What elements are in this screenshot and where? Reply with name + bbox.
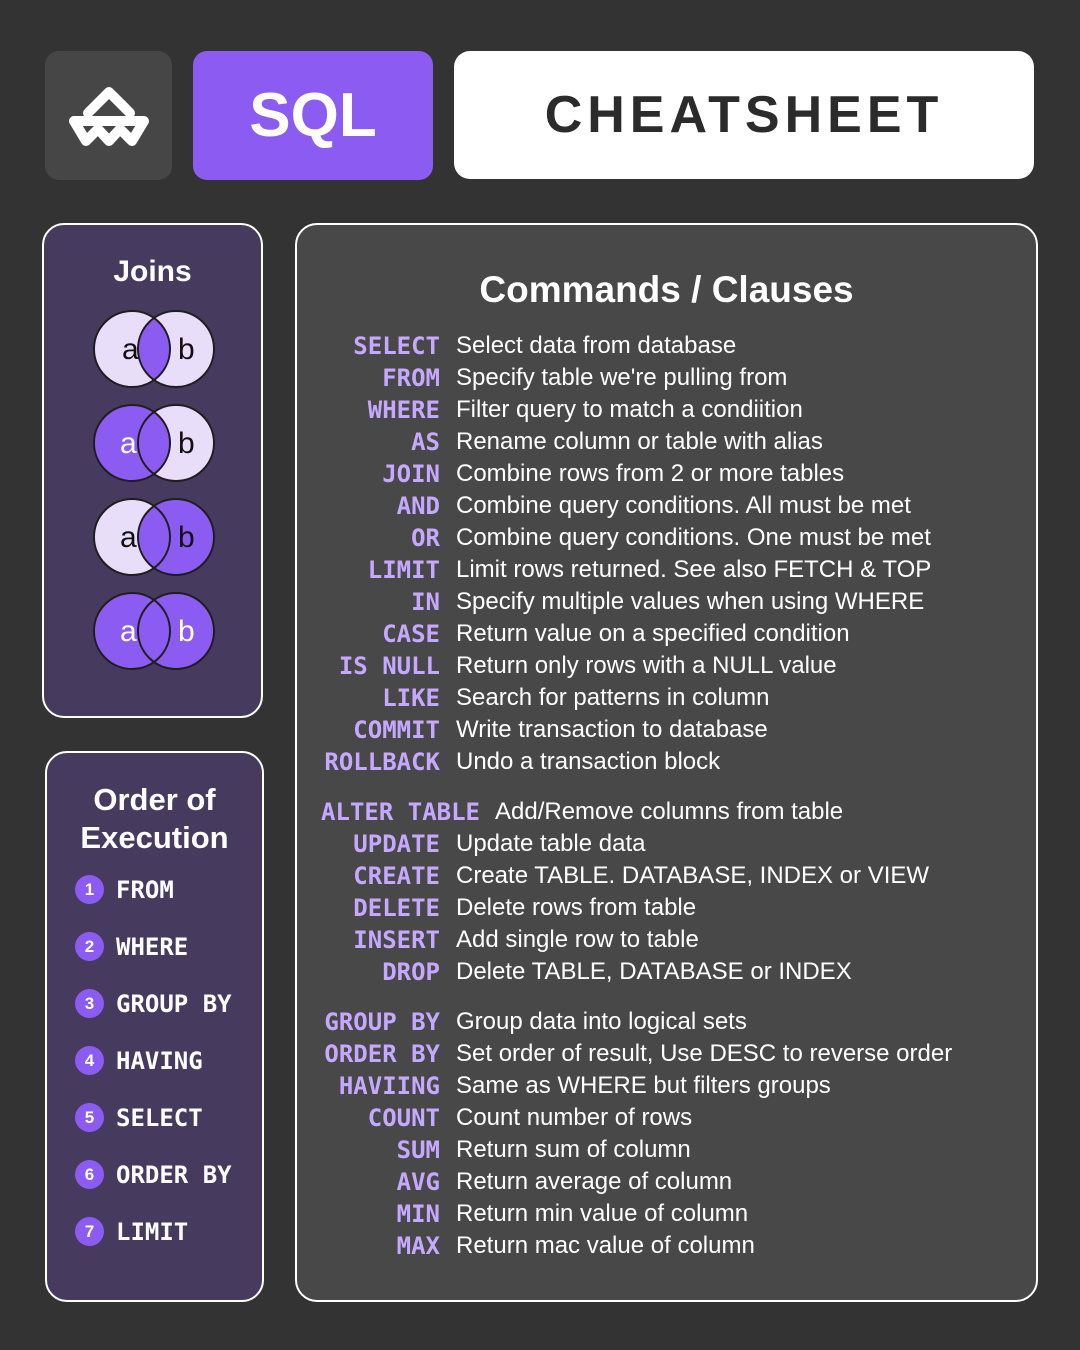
step-number-badge: 2 — [75, 932, 104, 961]
command-keyword: CREATE — [353, 862, 440, 890]
command-description: Add single row to table — [456, 926, 699, 953]
step-number-badge: 4 — [75, 1046, 104, 1075]
command-keyword: DELETE — [353, 894, 440, 922]
command-description: Specify table we're pulling from — [456, 364, 788, 391]
venn-label-b: b — [178, 521, 195, 554]
step-label: FROM — [116, 875, 174, 904]
command-keyword: INSERT — [353, 926, 440, 954]
command-description: Limit rows returned. See also FETCH & TOP — [456, 556, 932, 583]
commands-title: Commands / Clauses — [479, 269, 854, 310]
step-number-badge: 3 — [75, 989, 104, 1018]
command-keyword: CASE — [382, 620, 440, 648]
venn-label-a: a — [120, 427, 137, 460]
step-label: ORDER BY — [116, 1160, 232, 1189]
command-description: Create TABLE. DATABASE, INDEX or VIEW — [456, 862, 930, 889]
command-keyword: AS — [411, 428, 440, 456]
exec-step — [75, 932, 188, 961]
command-keyword: DROP — [382, 958, 440, 986]
command-keyword: ORDER BY — [324, 1040, 440, 1068]
command-description: Return only rows with a NULL value — [456, 652, 837, 679]
command-description: Set order of result, Use DESC to reverse order — [456, 1040, 953, 1067]
command-description: Return min value of column — [456, 1200, 749, 1227]
command-keyword: HAVIING — [338, 1072, 440, 1100]
exec-title — [47, 781, 262, 857]
command-keyword: OR — [411, 524, 440, 552]
command-description: Add/Remove columns from table — [495, 798, 844, 825]
command-description: Update table data — [456, 830, 646, 857]
command-keyword: AVG — [396, 1168, 440, 1196]
exec-step — [75, 875, 174, 904]
logo-tile — [45, 51, 172, 180]
command-description: Return value on a specified condition — [456, 620, 850, 647]
command-description: Return average of column — [456, 1168, 733, 1195]
order-of-execution-panel — [45, 751, 264, 1302]
command-keyword: GROUP BY — [324, 1008, 440, 1036]
exec-title-line1: Order of — [93, 782, 216, 817]
command-keyword: MAX — [396, 1232, 440, 1260]
command-description: Rename column or table with alias — [456, 428, 823, 455]
command-description: Combine rows from 2 or more tables — [456, 460, 845, 487]
step-number-badge: 6 — [75, 1160, 104, 1189]
command-description: Undo a transaction block — [456, 748, 721, 775]
left-join-diagram — [92, 402, 216, 484]
command-keyword: LIKE — [382, 684, 440, 712]
command-keyword: AND — [396, 492, 440, 520]
command-keyword: ALTER TABLE — [321, 798, 480, 826]
exec-title-line2: Execution — [80, 820, 229, 855]
step-label: GROUP BY — [116, 989, 232, 1018]
exec-step — [75, 989, 232, 1018]
full-outer-join-diagram — [92, 590, 216, 672]
step-label: SELECT — [116, 1103, 203, 1132]
step-label: WHERE — [116, 932, 189, 961]
command-keyword: IN — [411, 588, 440, 616]
command-description: Filter query to match a condiition — [456, 396, 803, 423]
inner-join-diagram — [92, 308, 216, 390]
joins-panel — [42, 223, 263, 718]
page-title: CHEATSHEET — [454, 51, 1034, 179]
step-number-badge: 5 — [75, 1103, 104, 1132]
command-keyword: COMMIT — [353, 716, 440, 744]
step-number-badge: 7 — [75, 1217, 104, 1246]
command-keyword: SUM — [396, 1136, 440, 1164]
command-description: Return sum of column — [456, 1136, 691, 1163]
command-description: Specify multiple values when using WHERE — [456, 588, 925, 615]
venn-label-b: b — [178, 427, 195, 460]
exec-step — [75, 1046, 203, 1075]
venn-label-a: a — [122, 333, 139, 366]
command-description: Count number of rows — [456, 1104, 693, 1131]
command-keyword: MIN — [396, 1200, 440, 1228]
step-label: HAVING — [116, 1046, 203, 1075]
exec-step — [75, 1103, 203, 1132]
command-keyword: JOIN — [382, 460, 440, 488]
exec-step — [75, 1217, 188, 1246]
command-description: Group data into logical sets — [456, 1008, 747, 1035]
command-keyword: IS NULL — [338, 652, 440, 680]
command-keyword: ROLLBACK — [324, 748, 440, 776]
right-join-diagram — [92, 496, 216, 578]
command-keyword: SELECT — [353, 332, 440, 360]
command-description: Delete rows from table — [456, 894, 697, 921]
exec-step — [75, 1160, 232, 1189]
command-description: Same as WHERE but filters groups — [456, 1072, 831, 1099]
command-keyword: COUNT — [367, 1104, 440, 1132]
step-number-badge: 1 — [75, 875, 104, 904]
sql-badge: SQL — [193, 51, 433, 180]
command-keyword: LIMIT — [367, 556, 440, 584]
joins-title: Joins — [113, 255, 192, 288]
command-keyword: UPDATE — [353, 830, 440, 858]
command-description: Combine query conditions. All must be met — [456, 492, 911, 519]
commands-panel — [295, 223, 1038, 1302]
command-keyword: WHERE — [367, 396, 440, 424]
venn-label-b: b — [178, 333, 195, 366]
command-description: Select data from database — [456, 332, 737, 359]
command-description: Delete TABLE, DATABASE or INDEX — [456, 958, 852, 985]
command-description: Search for patterns in column — [456, 684, 770, 711]
crown-logo-icon — [68, 83, 150, 149]
venn-label-b: b — [178, 615, 195, 648]
venn-label-a: a — [120, 521, 137, 554]
command-keyword: FROM — [382, 364, 440, 392]
command-description: Return mac value of column — [456, 1232, 755, 1259]
command-description: Write transaction to database — [456, 716, 768, 743]
command-description: Combine query conditions. One must be met — [456, 524, 931, 551]
venn-label-a: a — [120, 615, 137, 648]
step-label: LIMIT — [116, 1217, 189, 1246]
